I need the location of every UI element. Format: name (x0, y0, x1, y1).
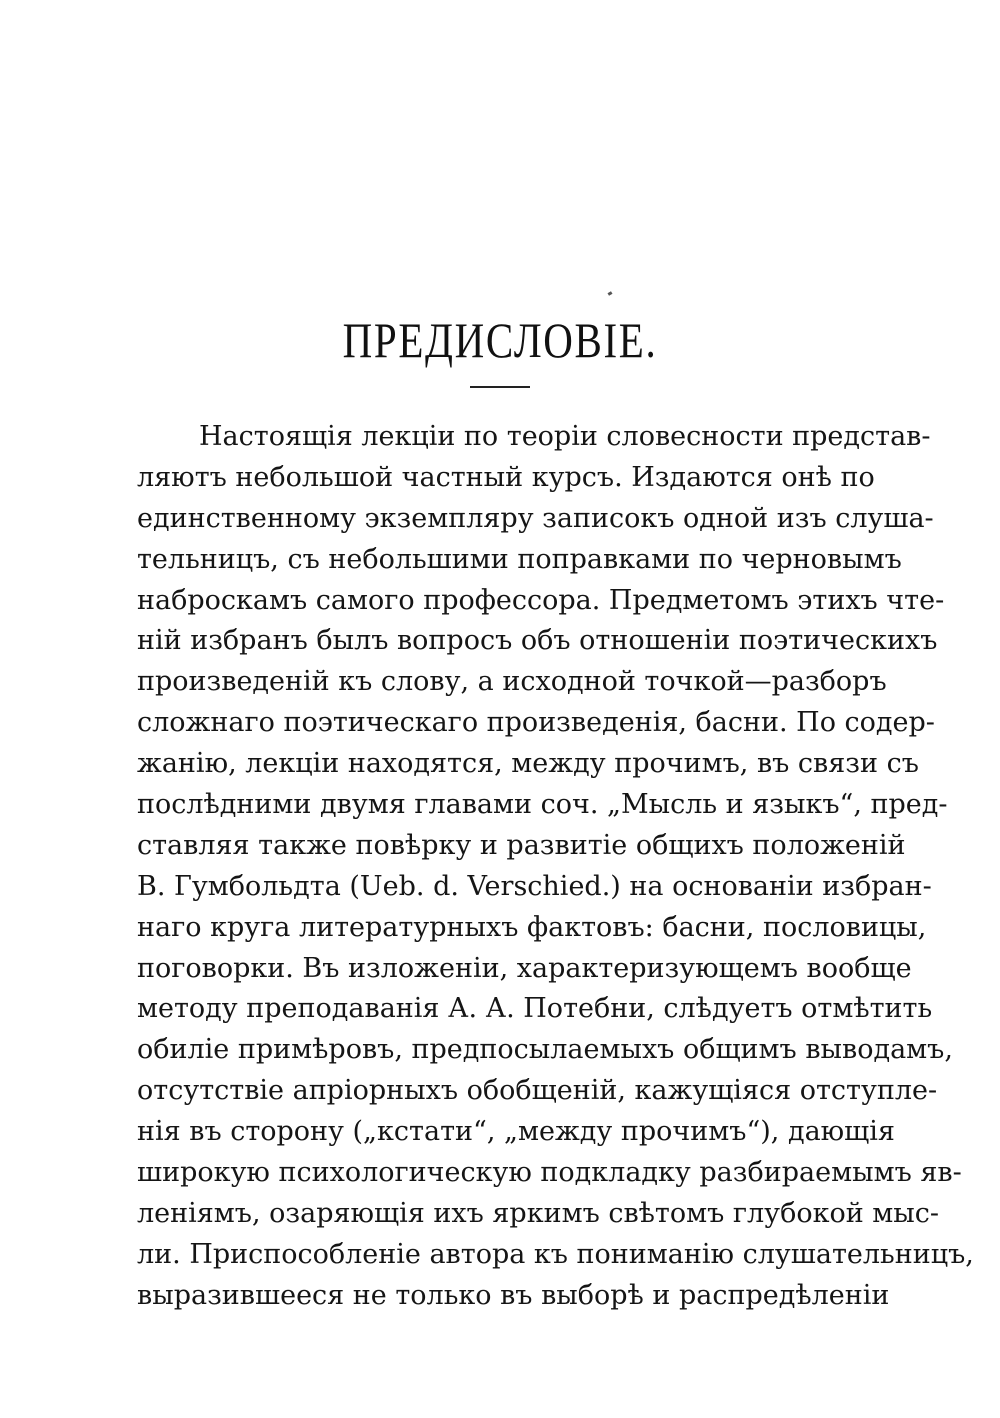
text-line: отсутствіе апріорныхъ обобщеній, кажущіяся отступле- (137, 1075, 938, 1107)
ink-speck (608, 291, 613, 296)
text-line: сложнаго поэтическаго произведенія, басни. По содер- (137, 707, 935, 739)
text-line: поговорки. Въ изложеніи, характеризующемъ вообще (137, 952, 912, 984)
text-line: ставляя также повѣрку и развитіе общихъ положеній (137, 829, 906, 861)
text-line: Настоящія лекціи по теоріи словесности представ- (199, 421, 931, 452)
text-line: произведеній къ слову, а исходной точкой—разборъ (137, 666, 887, 698)
text-line: выразившееся не только въ выборѣ и распредѣленіи (137, 1279, 890, 1311)
text-line: широкую психологическую подкладку разбираемымъ яв- (137, 1157, 962, 1189)
preface-body (137, 417, 974, 1317)
text-line: обиліе примѣровъ, предпосылаемыхъ общимъ выводамъ, (137, 1034, 953, 1066)
text-line: нія въ сторону („кстати“, „между прочимъ“), дающія (137, 1116, 895, 1148)
text-line: методу преподаванія А. А. Потебни, слѣдуетъ отмѣтить (137, 993, 933, 1025)
text-line: тельницъ, съ небольшими поправками по черновымъ (137, 543, 902, 575)
text-line: леніямъ, озаряющія ихъ яркимъ свѣтомъ глубокой мыс- (137, 1197, 940, 1229)
text-line: единственному экземпляру записокъ одной изъ слуша- (137, 502, 934, 534)
text-line: наго круга литературныхъ фактовъ: басни, пословицы, (137, 911, 927, 943)
page-title: ПРЕДИСЛОВІЕ. (342, 312, 658, 368)
text-line: ли. Приспособленіе автора къ пониманію слушательницъ, (137, 1238, 974, 1270)
title-divider (470, 386, 530, 388)
text-line: послѣдними двумя главами соч. „Мысль и языкъ“, пред- (137, 789, 948, 821)
text-line: В. Гумбольдта (Ueb. d. Verschied.) на основаніи избран- (137, 870, 932, 902)
text-line: жанію, лекціи находятся, между прочимъ, въ связи съ (137, 748, 919, 780)
text-line: ляютъ небольшой частный курсъ. Издаются онѣ по (137, 461, 875, 493)
text-line: наброскамъ самого профессора. Предметомъ этихъ чте- (137, 584, 945, 616)
text-line: ній избранъ былъ вопросъ объ отношеніи поэтическихъ (137, 625, 938, 657)
